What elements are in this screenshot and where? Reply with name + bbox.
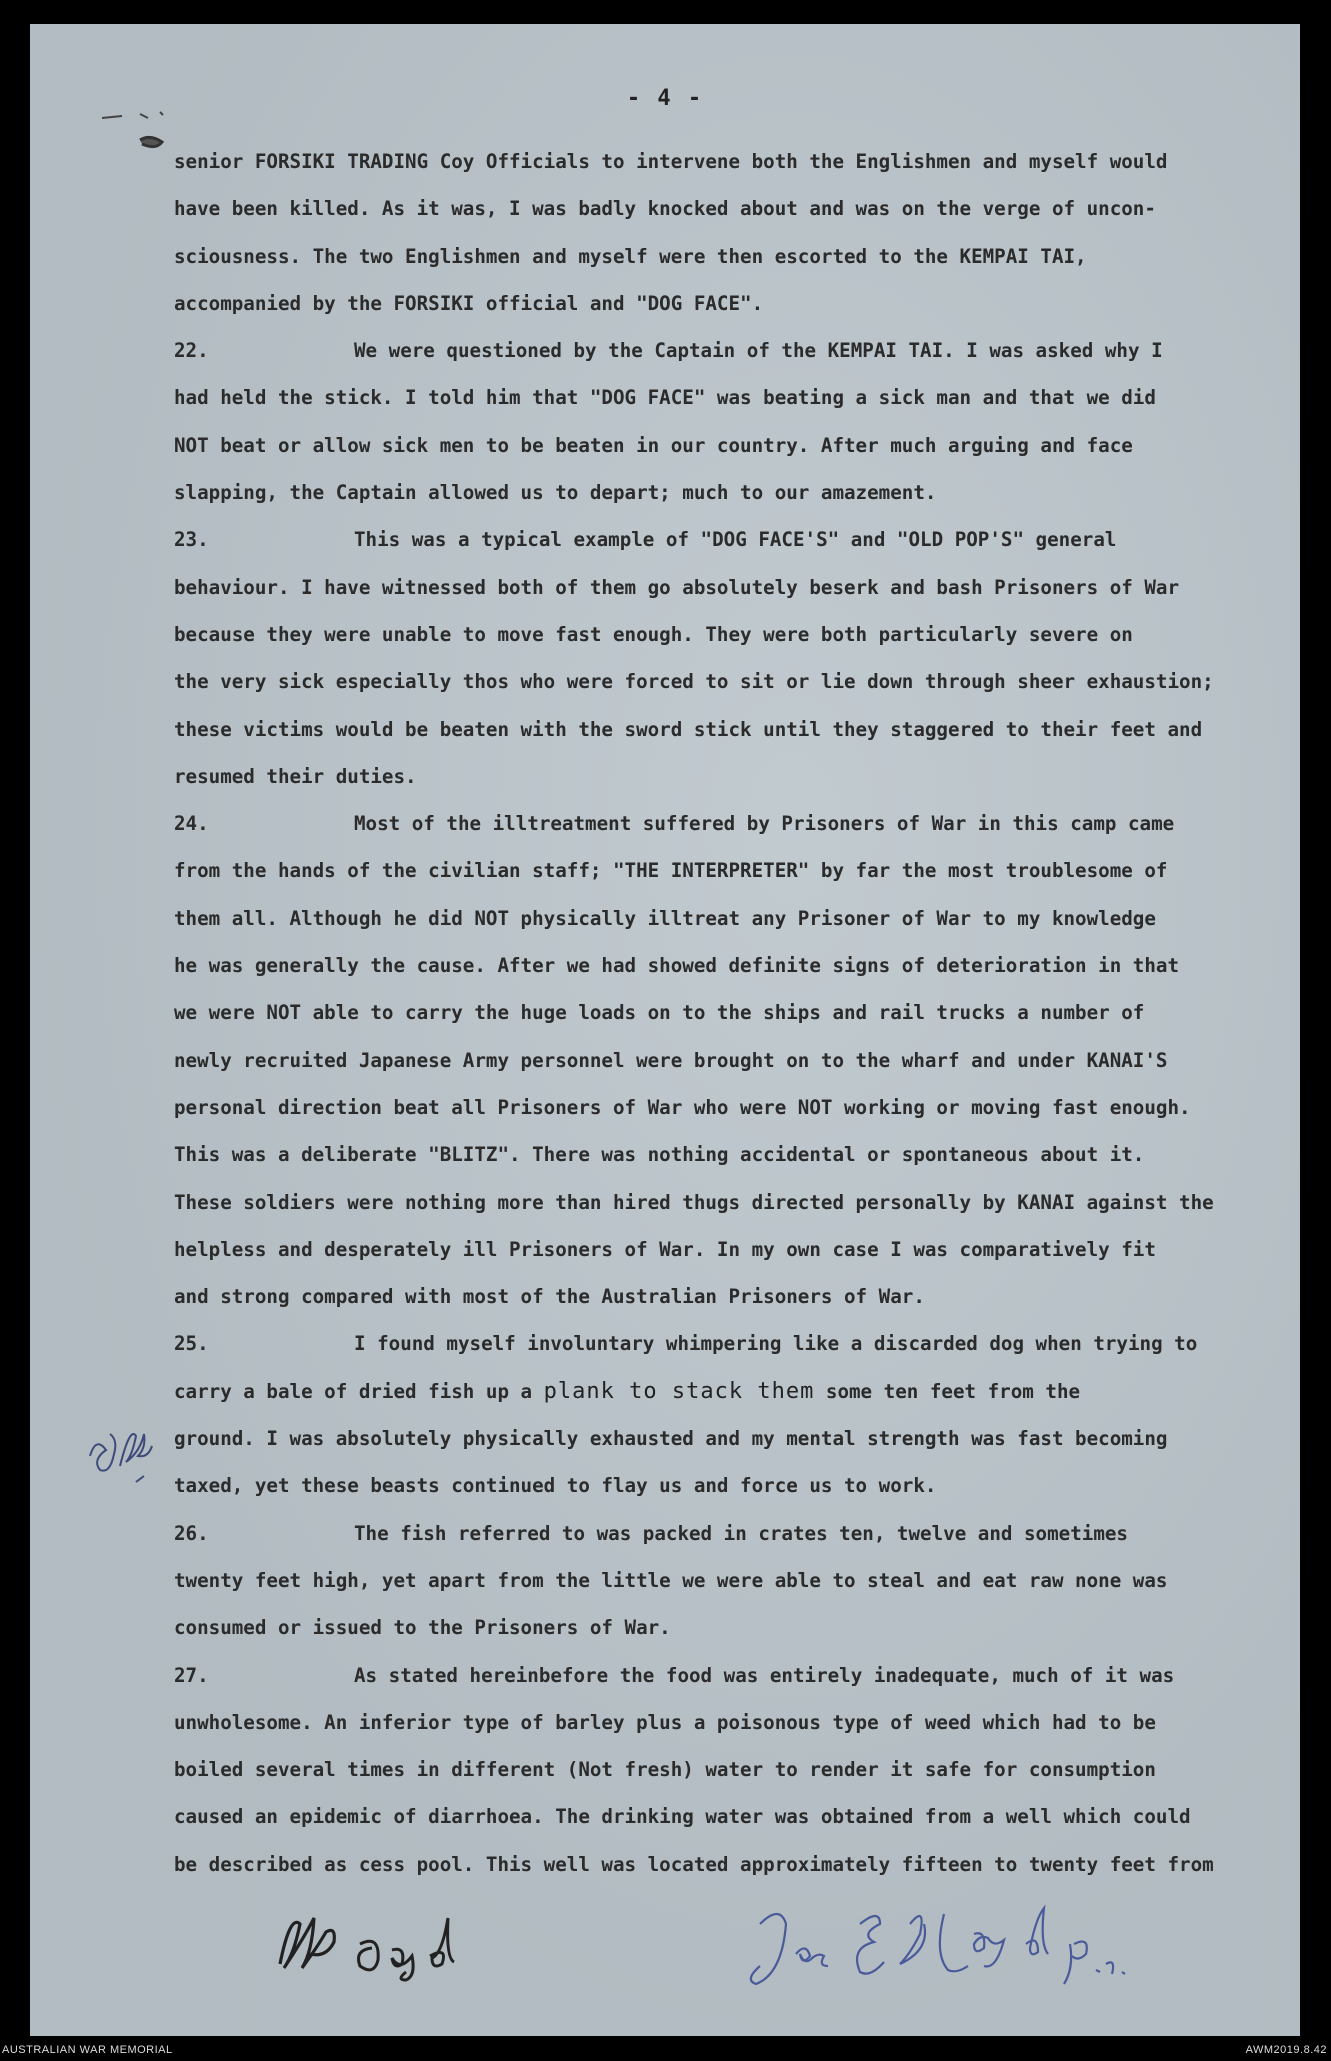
text-line (174, 611, 1284, 658)
text-line (174, 1841, 1284, 1888)
line-text: accompanied by the FORSIKI official and "DOG FACE". (174, 291, 764, 315)
text-line (174, 1273, 1284, 1320)
line-text: carry a bale of dried fish up a (174, 1379, 533, 1403)
text-line (174, 1462, 1284, 1509)
signature-boyd (260, 1904, 540, 1994)
line-text: As stated hereinbefore the food was entirely inadequate, much of it was (354, 1663, 1175, 1687)
paragraph-number: 25. (174, 1332, 209, 1356)
line-text: The fish referred to was packed in crates ten, twelve and sometimes (354, 1521, 1128, 1545)
text-line (174, 280, 1284, 327)
line-text: These soldiers were nothing more than hired thugs directed personally by KANAI against the (174, 1190, 1214, 1214)
text-line (174, 753, 1284, 800)
line-text: from the hands of the civilian staff; "THE INTERPRETER" by far the most troublesome of (174, 859, 1168, 883)
text-line (174, 895, 1284, 942)
line-text: slapping, the Captain allowed us to depart; much to our amazement. (174, 481, 937, 505)
line-text: caused an epidemic of diarrhoea. The drinking water was obtained from a well which could (174, 1805, 1191, 1829)
line-text: personal direction beat all Prisoners of War who were NOT working or moving fast enough. (174, 1095, 1191, 1119)
text-line (174, 516, 1284, 563)
signature-lloyd-jp (730, 1894, 1150, 2004)
text-line (174, 1084, 1284, 1131)
line-text: behaviour. I have witnessed both of them go absolutely beserk and bash Prisoners of War (174, 575, 1180, 599)
line-text: helpless and desperately ill Prisoners of War. In my own case I was comparatively fit (174, 1237, 1156, 1261)
line-text: had held the stick. I told him that "DOG FACE" was beating a sick man and that we did (174, 386, 1156, 410)
line-text: he was generally the cause. After we had showed definite signs of deterioration in that (174, 954, 1180, 978)
paragraph-number: 27. (174, 1663, 209, 1687)
text-line (174, 847, 1284, 894)
text-line (174, 469, 1284, 516)
text-line (174, 1226, 1284, 1273)
text-line (174, 185, 1284, 232)
text-line (174, 1604, 1284, 1651)
line-text: the very sick especially thos who were forced to sit or lie down through sheer exhaustion; (174, 670, 1214, 694)
line-text: boiled several times in different (Not fresh) water to render it safe for consumption (174, 1758, 1156, 1782)
text-line (174, 1699, 1284, 1746)
line-text: I found myself involuntary whimpering like a discarded dog when trying to (354, 1332, 1198, 1356)
text-line (174, 1557, 1284, 1604)
line-text: NOT beat or allow sick men to be beaten in our country. After much arguing and face (174, 433, 1133, 457)
line-text: We were questioned by the Captain of the KEMPAI TAI. I was asked why I (354, 339, 1163, 363)
line-text: be described as cess pool. This well was located approximately fifteen to twenty feet from (174, 1852, 1214, 1876)
line-text: we were NOT able to carry the huge loads on to the ships and rail trucks a number of (174, 1001, 1145, 1025)
text-line (174, 1131, 1284, 1178)
line-text: have been killed. As it was, I was badly knocked about and was on the verge of uncon- (174, 197, 1156, 221)
text-line (174, 1320, 1284, 1367)
text-line (174, 800, 1284, 847)
paragraph-number: 24. (174, 812, 209, 836)
text-line (174, 327, 1284, 374)
line-text: sciousness. The two Englishmen and myself were then escorted to the KEMPAI TAI, (174, 244, 1087, 268)
line-text: taxed, yet these beasts continued to flay us and force us to work. (174, 1474, 937, 1498)
line-text: This was a typical example of "DOG FACE'S" and "OLD POP'S" general (354, 528, 1117, 552)
text-line (174, 706, 1284, 753)
line-text: because they were unable to move fast enough. They were both particularly severe on (174, 622, 1133, 646)
line-text-after: some ten feet from the (825, 1379, 1081, 1403)
text-line (174, 1179, 1284, 1226)
paragraph-number: 22. (174, 339, 209, 363)
text-line (174, 1037, 1284, 1084)
line-text: senior FORSIKI TRADING Coy Officials to intervene both the Englishmen and myself would (174, 150, 1168, 173)
text-line (174, 138, 1284, 185)
text-line (174, 1510, 1284, 1557)
line-text: and strong compared with most of the Australian Prisoners of War. (174, 1285, 925, 1309)
text-line (174, 658, 1284, 705)
line-text: twenty feet high, yet apart from the little we were able to steal and eat raw none was (174, 1568, 1168, 1592)
line-text: Most of the illtreatment suffered by Prisoners of War in this camp came (354, 812, 1175, 836)
text-line (174, 942, 1284, 989)
paragraph-number: 26. (174, 1521, 209, 1545)
text-line (174, 1793, 1284, 1840)
text-line (174, 1652, 1284, 1699)
typed-insertion: plank to stack them (543, 1378, 815, 1404)
line-text: newly recruited Japanese Army personnel were brought on to the wharf and under KANAI'S (174, 1048, 1168, 1072)
line-text: resumed their duties. (174, 764, 417, 788)
line-text: these victims would be beaten with the sword stick until they staggered to their feet and (174, 717, 1203, 741)
document-body (174, 138, 1284, 1888)
text-line (174, 1415, 1284, 1462)
footer-institution: AUSTRALIAN WAR MEMORIAL (2, 2044, 173, 2056)
text-line (174, 374, 1284, 421)
margin-initials-signature (80, 1416, 180, 1486)
footer-accession-number: AWM2019.8.42 (1245, 2044, 1327, 2056)
text-line (174, 564, 1284, 611)
line-text: unwholesome. An inferior type of barley plus a poisonous type of weed which had to be (174, 1710, 1156, 1734)
page-number: - 4 - (626, 86, 704, 111)
line-text: ground. I was absolutely physically exhausted and my mental strength was fast becoming (174, 1427, 1168, 1451)
text-line (174, 1368, 1284, 1415)
line-text: This was a deliberate "BLITZ". There was nothing accidental or spontaneous about it. (174, 1143, 1145, 1167)
paragraph-number: 23. (174, 528, 209, 552)
text-line (174, 1746, 1284, 1793)
text-line (174, 422, 1284, 469)
line-text: them all. Although he did NOT physically illtreat any Prisoner of War to my knowledge (174, 906, 1156, 930)
text-line (174, 989, 1284, 1036)
document-page (30, 24, 1300, 2036)
line-text: consumed or issued to the Prisoners of War. (174, 1616, 671, 1640)
text-line (174, 233, 1284, 280)
